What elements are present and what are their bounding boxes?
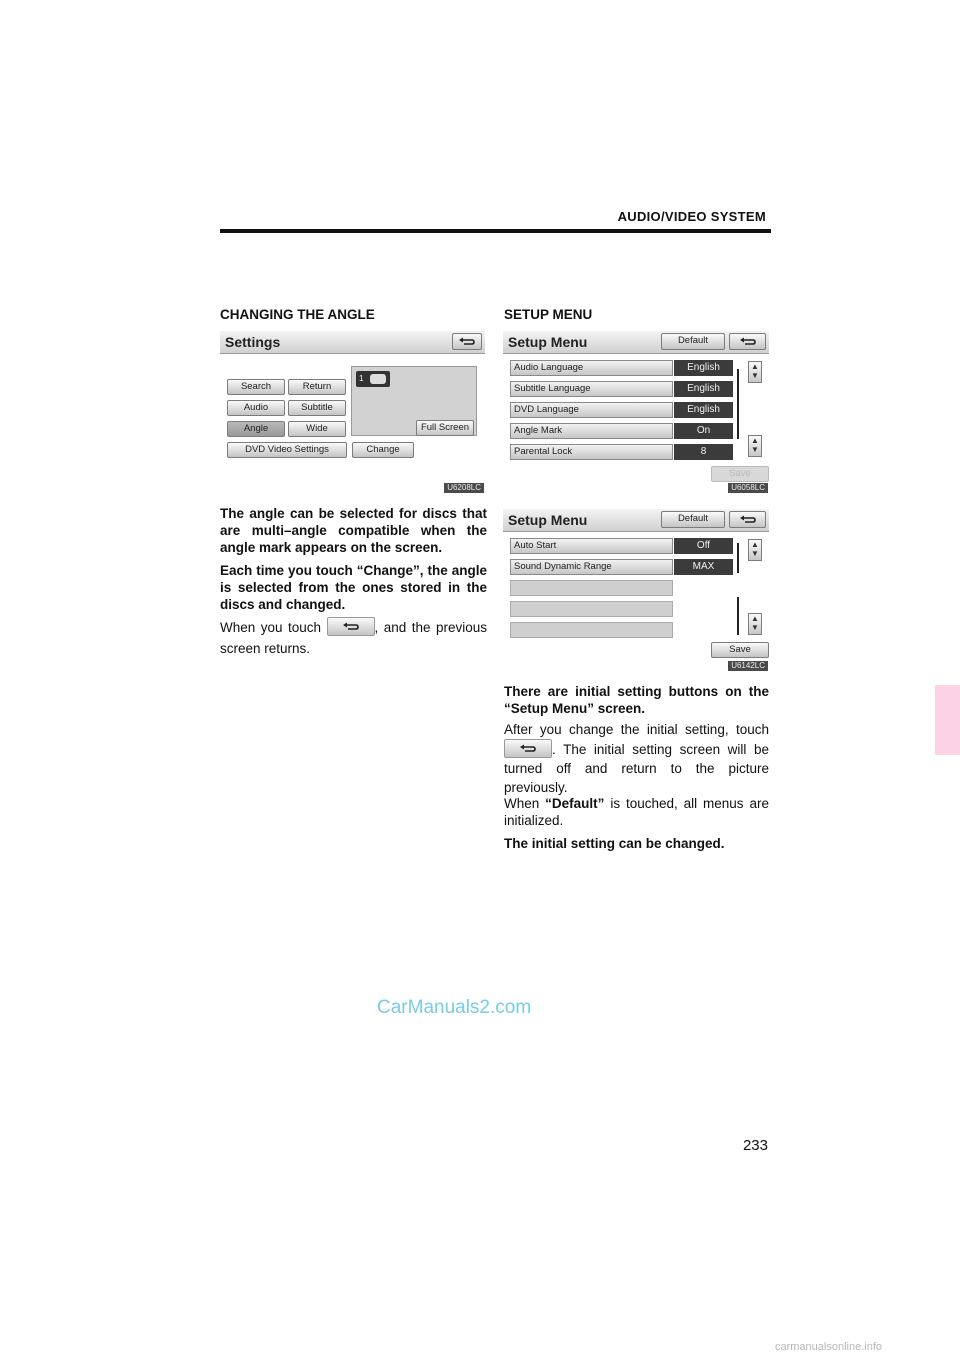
settings-screen-figure xyxy=(220,331,485,495)
scrollbar-track[interactable] xyxy=(737,369,739,439)
running-header: AUDIO/VIDEO SYSTEM xyxy=(617,209,766,224)
setup-titlebar-1 xyxy=(503,331,769,354)
setup-row-label[interactable]: Parental Lock xyxy=(510,444,673,460)
scrollbar-track-bottom[interactable] xyxy=(737,597,739,635)
full-screen-button[interactable]: Full Screen xyxy=(416,420,474,436)
right-paragraph-2-start: After you change the initial setting, touch xyxy=(504,722,769,737)
angle-number: 1 xyxy=(359,374,364,383)
setup-row-label[interactable]: Auto Start xyxy=(510,538,673,554)
default-button-2[interactable]: Default xyxy=(661,511,725,528)
scroll-up-button[interactable] xyxy=(748,539,762,561)
back-button-2[interactable] xyxy=(729,511,766,528)
right-paragraph-3 xyxy=(504,795,769,829)
left-paragraph-2: Each time you touch “Change”, the angle is selected from the ones stored in the discs and changed. xyxy=(220,563,487,612)
return-arrow-icon xyxy=(739,337,757,347)
setup-row-empty xyxy=(510,622,673,638)
right-paragraph-3-start: When xyxy=(504,796,540,811)
subtitle-button[interactable]: Subtitle xyxy=(288,400,346,416)
inline-back-button-icon xyxy=(504,739,552,758)
left-paragraph-3-end: , and the previous screen returns. xyxy=(220,620,487,656)
inline-back-button-icon xyxy=(327,617,375,636)
arrow-up-icon: ▲ ▼ xyxy=(751,362,759,380)
angle-button[interactable]: Angle xyxy=(227,421,285,437)
section-heading-setup-menu: SETUP MENU xyxy=(504,307,593,322)
setup-menu-screen-2 xyxy=(503,509,769,673)
camera-icon xyxy=(370,374,386,384)
setup-row-value: Off xyxy=(674,538,733,554)
default-term: “Default” xyxy=(545,796,605,811)
setup-row-value: MAX xyxy=(674,559,733,575)
settings-titlebar xyxy=(220,331,485,354)
dvd-video-settings-button[interactable]: DVD Video Settings xyxy=(227,442,347,458)
back-button-1[interactable] xyxy=(729,333,766,350)
setup-menu-screen-1 xyxy=(503,331,769,495)
arrow-down-icon: ▲ ▼ xyxy=(751,614,759,632)
save-button-disabled[interactable]: Save xyxy=(711,466,769,482)
page-number: 233 xyxy=(742,1137,768,1154)
setup-row-label[interactable]: DVD Language xyxy=(510,402,673,418)
right-paragraph-3-end: is touched, all menus are initialized. xyxy=(504,796,769,828)
return-arrow-icon xyxy=(739,515,757,525)
setup-row-value: English xyxy=(674,402,733,418)
setup-row-label[interactable]: Angle Mark xyxy=(510,423,673,439)
back-button[interactable] xyxy=(452,333,482,350)
setup-row-label[interactable]: Sound Dynamic Range xyxy=(510,559,673,575)
section-tab-marker xyxy=(935,685,960,755)
setup-row-value: English xyxy=(674,360,733,376)
settings-title: Settings xyxy=(225,334,281,350)
scroll-up-button[interactable] xyxy=(748,361,762,383)
figure-code: U6058LC xyxy=(728,483,768,493)
section-heading-changing-angle: CHANGING THE ANGLE xyxy=(220,307,375,322)
setup-title-2: Setup Menu xyxy=(508,512,588,528)
right-paragraph-4: The initial setting can be changed. xyxy=(504,836,725,851)
setup-row-value: On xyxy=(674,423,733,439)
wide-button[interactable]: Wide xyxy=(288,421,346,437)
setup-row-value: 8 xyxy=(674,444,733,460)
change-button[interactable]: Change xyxy=(352,442,414,458)
save-button[interactable]: Save xyxy=(711,642,769,658)
setup-row-value: English xyxy=(674,381,733,397)
arrow-up-icon: ▲ ▼ xyxy=(751,540,759,558)
audio-button[interactable]: Audio xyxy=(227,400,285,416)
scrollbar-track-top[interactable] xyxy=(737,543,739,573)
header-rule xyxy=(220,229,771,233)
right-paragraph-2-end: . The initial setting screen will be turned off and return to the picture previously. xyxy=(504,742,769,795)
left-paragraph-3-start: When you touch xyxy=(220,620,322,635)
setup-row-empty xyxy=(510,601,673,617)
return-button[interactable]: Return xyxy=(288,379,346,395)
search-button[interactable]: Search xyxy=(227,379,285,395)
setup-row-label[interactable]: Subtitle Language xyxy=(510,381,673,397)
setup-row-label[interactable]: Audio Language xyxy=(510,360,673,376)
angle-mark-indicator xyxy=(356,371,390,387)
right-paragraph-1: There are initial setting buttons on the “Setup Menu” screen. xyxy=(504,684,769,716)
setup-row-empty xyxy=(510,580,673,596)
left-paragraph-3 xyxy=(220,617,487,659)
return-arrow-icon xyxy=(458,337,476,347)
figure-code: U6142LC xyxy=(728,661,768,671)
default-button-1[interactable]: Default xyxy=(661,333,725,350)
setup-titlebar-2 xyxy=(503,509,769,532)
right-paragraph-2 xyxy=(504,720,769,797)
left-paragraph-1: The angle can be selected for discs that are multi–angle compatible when the angle mark appears on the screen. xyxy=(220,506,487,555)
scroll-down-button[interactable] xyxy=(748,435,762,457)
figure-code: U6208LC xyxy=(444,483,484,493)
arrow-down-icon: ▲ ▼ xyxy=(751,436,759,454)
setup-title-1: Setup Menu xyxy=(508,334,588,350)
scroll-down-button[interactable] xyxy=(748,613,762,635)
watermark-carmanuals2[interactable]: CarManuals2.com xyxy=(377,997,532,1018)
watermark-carmanualsonline[interactable]: carmanualsonline.info xyxy=(775,1341,883,1353)
